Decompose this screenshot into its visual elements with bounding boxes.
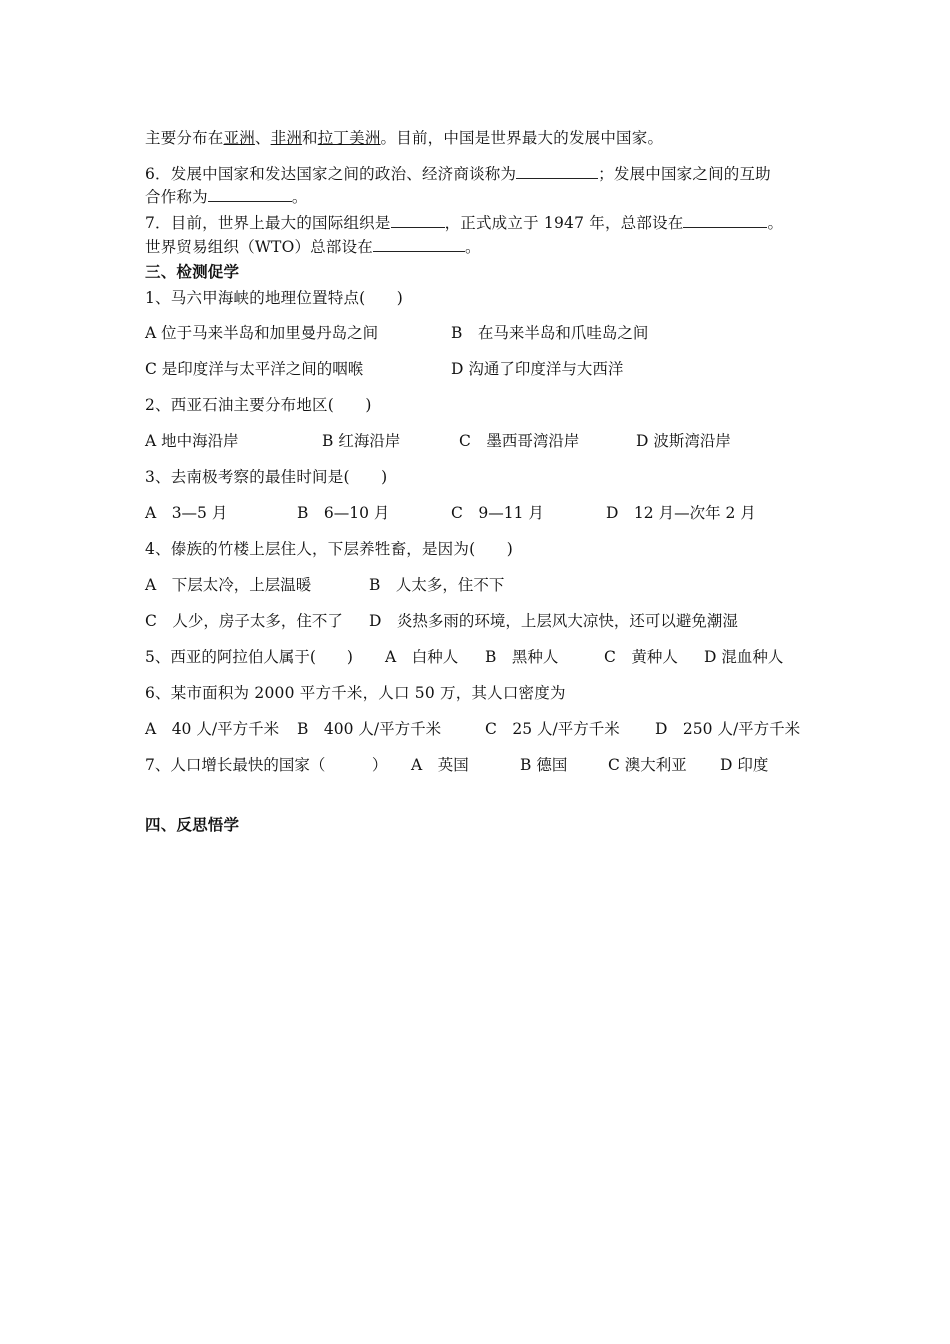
answer-blank[interactable] <box>516 164 598 179</box>
text-sep: 、 <box>254 129 271 147</box>
question-3-stem: 3、去南极考察的最佳时间是( ) <box>145 468 388 486</box>
fill-in-q7-text: 。 <box>464 238 481 256</box>
option-c[interactable]: C 25 人/平方千米 <box>485 720 620 738</box>
text-suffix: 。目前，中国是世界最大的发展中国家。 <box>380 129 664 147</box>
answer-asia: 亚洲 <box>223 129 255 147</box>
fill-in-q6-text: 6．发展中国家和发达国家之间的政治、经济商谈称为 <box>145 165 517 183</box>
fill-in-q7-text: 。 <box>767 214 784 232</box>
option-c[interactable]: C 澳大利亚 <box>608 756 687 774</box>
option-b[interactable]: B 人太多，住不下 <box>369 576 505 594</box>
question-4-stem: 4、傣族的竹楼上层住人，下层养牲畜，是因为( ) <box>145 540 513 558</box>
option-d[interactable]: D 混血种人 <box>704 648 784 666</box>
option-a[interactable]: A 40 人/平方千米 <box>145 720 280 738</box>
option-b[interactable]: B 400 人/平方千米 <box>297 720 442 738</box>
option-a[interactable]: A 英国 <box>411 756 469 774</box>
question-1-options <box>145 323 845 343</box>
fill-in-question-6-line1 <box>145 164 771 184</box>
option-b[interactable]: B 德国 <box>520 756 568 774</box>
option-c[interactable]: C 墨西哥湾沿岸 <box>459 432 580 450</box>
fill-in-question-7-line1 <box>145 213 783 233</box>
option-c[interactable]: C 黄种人 <box>604 648 678 666</box>
option-a[interactable]: A 位于马来半岛和加里曼丹岛之间 <box>145 324 379 342</box>
option-d[interactable]: D 炎热多雨的环境，上层风大凉快，还可以避免潮湿 <box>369 612 738 630</box>
question-7 <box>145 755 845 775</box>
question-2-options <box>145 431 845 451</box>
option-b[interactable]: B 6—10 月 <box>297 504 390 522</box>
text-and: 和 <box>302 129 318 147</box>
option-b[interactable]: B 在马来半岛和爪哇岛之间 <box>451 324 649 342</box>
section-heading-reflection: 四、反思悟学 <box>145 816 240 834</box>
fill-in-question-6-line2 <box>145 187 308 207</box>
option-a[interactable]: A 下层太冷，上层温暖 <box>145 576 312 594</box>
option-d[interactable]: D 沟通了印度洋与大西洋 <box>451 360 624 378</box>
fill-in-q6-text: 。 <box>291 188 308 206</box>
question-5 <box>145 647 845 667</box>
text-prefix: 主要分布在 <box>145 129 224 147</box>
paragraph-distribution <box>145 128 663 148</box>
option-a[interactable]: A 3—5 月 <box>145 504 228 522</box>
question-7-stem: 7、人口增长最快的国家（ ） <box>145 756 388 774</box>
answer-blank[interactable] <box>391 213 445 228</box>
question-6-options <box>145 719 845 739</box>
question-5-stem: 5、西亚的阿拉伯人属于( ) <box>145 648 353 666</box>
question-1-stem: 1、马六甲海峡的地理位置特点( ) <box>145 289 404 307</box>
fill-in-q7-text: 7．目前，世界上最大的国际组织是 <box>145 214 391 232</box>
question-2-stem: 2、西亚石油主要分布地区( ) <box>145 396 372 414</box>
fill-in-question-7-line2 <box>145 237 481 257</box>
option-d[interactable]: D 波斯湾沿岸 <box>636 432 731 450</box>
question-3-options <box>145 503 845 523</box>
question-6-stem: 6、某市面积为 2000 平方千米，人口 50 万，其人口密度为 <box>145 684 566 702</box>
option-d[interactable]: D 印度 <box>720 756 769 774</box>
question-4-options-2 <box>145 611 845 631</box>
answer-blank[interactable] <box>208 187 292 202</box>
question-1-options-2 <box>145 359 845 379</box>
fill-in-q6-text: 合作称为 <box>145 188 208 206</box>
option-b[interactable]: B 黑种人 <box>485 648 559 666</box>
option-d[interactable]: D 250 人/平方千米 <box>655 720 801 738</box>
question-4-options <box>145 575 845 595</box>
option-c[interactable]: C 是印度洋与太平洋之间的咽喉 <box>145 360 364 378</box>
option-a[interactable]: A 白种人 <box>385 648 459 666</box>
answer-latin-america: 拉丁美洲 <box>317 129 381 147</box>
option-c[interactable]: C 人少，房子太多，住不了 <box>145 612 343 630</box>
fill-in-q6-text: ；发展中国家之间的互助 <box>598 165 771 183</box>
answer-africa: 非洲 <box>270 129 303 147</box>
fill-in-q7-text: ，正式成立于 1947 年，总部设在 <box>444 214 684 232</box>
option-c[interactable]: C 9—11 月 <box>451 504 544 522</box>
fill-in-q7-text: 世界贸易组织（WTO）总部设在 <box>145 238 373 256</box>
option-d[interactable]: D 12 月—次年 2 月 <box>606 504 756 522</box>
option-a[interactable]: A 地中海沿岸 <box>145 432 239 450</box>
answer-blank[interactable] <box>683 213 767 228</box>
answer-blank[interactable] <box>373 237 465 252</box>
option-b[interactable]: B 红海沿岸 <box>322 432 401 450</box>
section-heading-quiz: 三、检测促学 <box>145 263 240 281</box>
